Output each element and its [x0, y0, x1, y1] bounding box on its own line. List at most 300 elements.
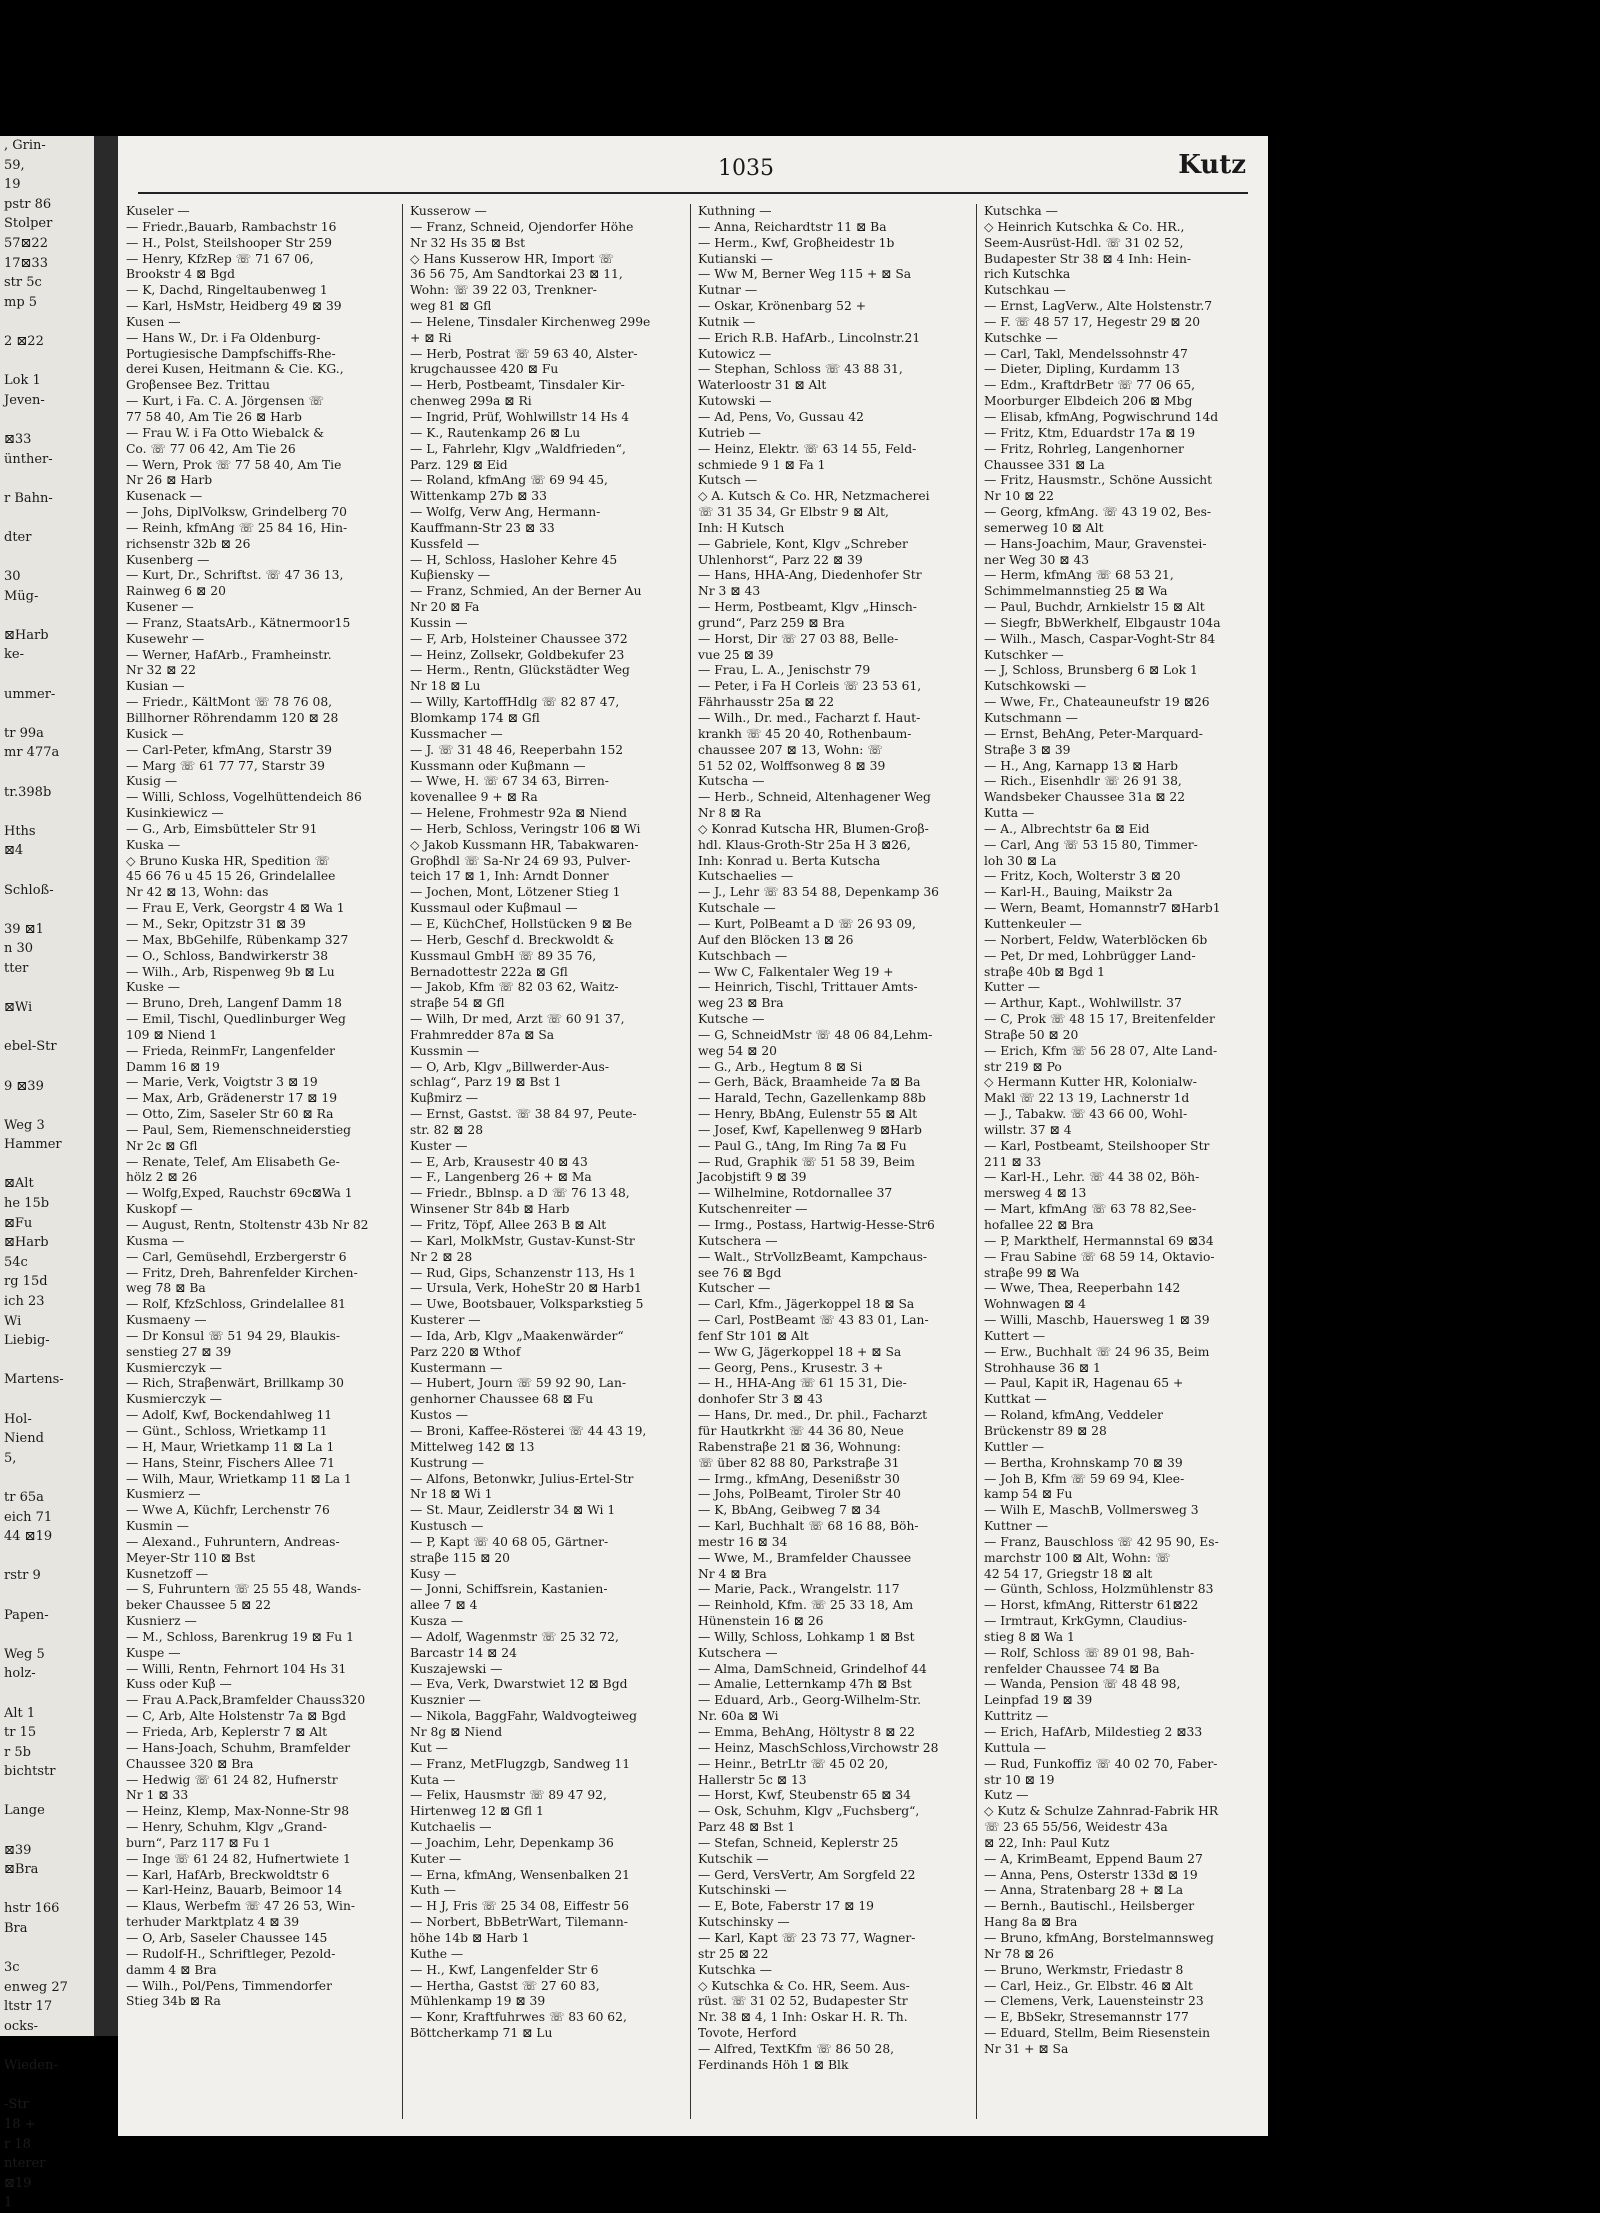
- previous-page-fragment: ⊠Fu: [4, 1215, 33, 1231]
- directory-line: — Konr, Kraftfuhrwes ☏ 83 60 62,: [410, 2010, 627, 2025]
- directory-line: Wohnwagen ⊠ 4: [984, 1297, 1086, 1312]
- directory-line: Nr 26 ⊠ Harb: [126, 473, 213, 488]
- directory-line: — Heinrich, Tischl, Trittauer Amts-: [698, 980, 918, 995]
- directory-line: schmiede 9 1 ⊠ Fa 1: [698, 457, 826, 472]
- directory-line: — Alfons, Betonwkr, Julius-Ertel-Str: [410, 1471, 634, 1486]
- previous-page-fragment: 30: [4, 569, 21, 585]
- directory-line: — Irmg., kfmAng, Desenißstr 30: [698, 1471, 900, 1486]
- directory-line: — Alfred, TextKfm ☏ 86 50 28,: [698, 2041, 895, 2056]
- directory-line: Kutschenreiter —: [698, 1202, 808, 1217]
- directory-line: Auf den Blöcken 13 ⊠ 26: [698, 932, 854, 947]
- directory-line: — J, Schloss, Brunsberg 6 ⊠ Lok 1: [984, 663, 1198, 678]
- directory-line: — Klaus, Werbefm ☏ 47 26 53, Win-: [126, 1899, 356, 1914]
- directory-line: Stieg 34b ⊠ Ra: [126, 1994, 221, 2009]
- directory-line: Frahmredder 87a ⊠ Sa: [410, 1027, 555, 1042]
- directory-line: ◇ Kutschka & Co. HR, Seem. Aus-: [698, 1978, 910, 1993]
- directory-line: Kutschbach —: [698, 948, 788, 963]
- directory-line: — Erich R.B. HafArb., Lincolnstr.21: [698, 330, 921, 345]
- previous-page-fragment: [0, 606, 94, 626]
- directory-line: — Wwe, M., Bramfelder Chaussee: [698, 1550, 912, 1565]
- directory-line: — Rud, Graphik ☏ 51 58 39, Beim: [698, 1154, 915, 1169]
- directory-line: Ferdinands Höh 1 ⊠ Blk: [698, 2057, 849, 2072]
- directory-line: — Johs, DiplVolksw, Grindelberg 70: [126, 505, 348, 520]
- directory-line: — Osk, Schuhm, Klgv „Fuchsberg“,: [698, 1804, 920, 1819]
- previous-page-fragment: Lange: [4, 1803, 45, 1819]
- directory-line: — Carl, Heiz., Gr. Elbstr. 46 ⊠ Alt: [984, 1978, 1193, 1993]
- directory-line: — Willi, Maschb, Hauersweg 1 ⊠ 39: [984, 1313, 1210, 1328]
- directory-line: Nr 2c ⊠ Gfl: [126, 1138, 198, 1153]
- directory-line: — Bruno, Werkmstr, Friedastr 8: [984, 1962, 1184, 1977]
- directory-line: — Günt., Schloss, Wrietkamp 11: [126, 1423, 328, 1438]
- previous-page-fragment: [0, 410, 94, 430]
- directory-line: — Herb., Schneid, Altenhagener Weg: [698, 790, 931, 805]
- directory-line: — Hans-Joach, Schuhm, Bramfelder: [126, 1740, 351, 1755]
- directory-line: beker Chaussee 5 ⊠ 22: [126, 1598, 271, 1613]
- directory-line: — Inge ☏ 61 24 82, Hufnertwiete 1: [126, 1851, 351, 1866]
- directory-line: — Franz, Schmied, An der Berner Au: [410, 584, 642, 599]
- directory-line: Nr 3 ⊠ 43: [698, 584, 761, 599]
- directory-line: — Henry, KfzRep ☏ 71 67 06,: [126, 251, 314, 266]
- directory-line: — Paul G., tAng, Im Ring 7a ⊠ Fu: [698, 1138, 907, 1153]
- directory-line: Kutschale —: [698, 901, 776, 916]
- column-2: [410, 204, 682, 2124]
- directory-line: — Frau W. i Fa Otto Wiebalck &: [126, 425, 325, 440]
- directory-line: — E, Bote, Faberstr 17 ⊠ 19: [698, 1899, 874, 1914]
- directory-line: Nr. 38 ⊠ 4, 1 Inh: Oskar H. R. Th.: [698, 2010, 908, 2025]
- directory-line: senstieg 27 ⊠ 39: [126, 1344, 232, 1359]
- previous-page-fragment: [0, 861, 94, 881]
- directory-line: — Wilh., Arb, Rispenweg 9b ⊠ Lu: [126, 964, 335, 979]
- directory-line: — Eva, Verk, Dwarstwiet 12 ⊠ Bgd: [410, 1677, 628, 1692]
- directory-line: — Ww G, Jägerkoppel 18 + ⊠ Sa: [698, 1344, 902, 1359]
- directory-line: Kuthning —: [698, 204, 772, 218]
- directory-line: — P, Kapt ☏ 40 68 05, Gärtner-: [410, 1534, 609, 1549]
- directory-line: — Wwe, Thea, Reeperbahn 142: [984, 1281, 1181, 1296]
- directory-line: Billhorner Röhrendamm 120 ⊠ 28: [126, 711, 339, 725]
- previous-page-fragment: n 30: [4, 941, 34, 957]
- directory-line: — Hans-Joachim, Maur, Gravenstei-: [984, 536, 1207, 551]
- directory-line: — K, BbAng, Geibweg 7 ⊠ 34: [698, 1503, 881, 1518]
- directory-line: str 25 ⊠ 22: [698, 1946, 769, 1961]
- directory-line: Nr 42 ⊠ 13, Wohn: das: [126, 885, 269, 900]
- previous-page-fragment: ocks-: [4, 2019, 39, 2034]
- directory-line: Straβe 3 ⊠ 39: [984, 742, 1071, 757]
- directory-line: — Erich, Kfm ☏ 56 28 07, Alte Land-: [984, 1043, 1218, 1058]
- directory-line: Winsener Str 84b ⊠ Harb: [410, 1202, 570, 1217]
- directory-line: — Alma, DamSchneid, Grindelhof 44: [698, 1661, 927, 1676]
- directory-line: Kutowski —: [698, 394, 772, 409]
- directory-line: 45 66 76 u 45 15 26, Grindelallee: [126, 869, 336, 884]
- previous-page-fragment: [0, 1351, 94, 1371]
- directory-line: — Frieda, ReinmFr, Langenfelder: [126, 1043, 336, 1058]
- directory-line: — C, Prok ☏ 48 15 17, Breitenfelder: [984, 1012, 1215, 1027]
- directory-line: Kustermann —: [410, 1360, 503, 1375]
- previous-page-fragment: ltstr 17: [4, 1999, 53, 2015]
- previous-page-fragment: Hammer: [4, 1137, 62, 1153]
- directory-line: — Karl-H., Bauing, Maikstr 2a: [984, 885, 1173, 900]
- directory-line: Wohn: ☏ 39 22 03, Trenkner-: [410, 283, 597, 298]
- previous-page-fragment: tter: [4, 960, 29, 976]
- directory-line: — Elisab, kfmAng, Pogwischrund 14d: [984, 409, 1219, 424]
- directory-line: — Horst, kfmAng, Ritterstr 61⊠22: [984, 1598, 1199, 1613]
- directory-line: — Herm, kfmAng ☏ 68 53 21,: [984, 568, 1174, 583]
- directory-line: — Norbert, BbBetrWart, Tilemann-: [410, 1915, 628, 1930]
- previous-page-fragment: holz-: [4, 1666, 36, 1682]
- directory-line: Kutz —: [984, 1788, 1029, 1803]
- previous-page-fragment: 17⊠33: [4, 255, 48, 271]
- directory-line: — Heinz, Elektr. ☏ 63 14 55, Feld-: [698, 441, 917, 456]
- directory-line: Makl ☏ 22 13 19, Lachnerstr 1d: [984, 1091, 1190, 1106]
- directory-line: Kusen —: [126, 314, 181, 329]
- directory-line: — Carl, Kfm., Jägerkoppel 18 ⊠ Sa: [698, 1297, 915, 1312]
- directory-line: + ⊠ Ri: [410, 330, 452, 345]
- previous-page-fragment: [0, 1155, 94, 1175]
- directory-line: Kuss oder Kuβ —: [126, 1677, 232, 1692]
- directory-line: Damm 16 ⊠ 19: [126, 1059, 220, 1074]
- directory-line: — Kurt, Dr., Schriftst. ☏ 47 36 13,: [126, 568, 344, 583]
- directory-line: — F., Langenberg 26 + ⊠ Ma: [410, 1170, 592, 1185]
- previous-page-fragment: [0, 469, 94, 489]
- directory-line: — Jochen, Mont, Lötzener Stieg 1: [410, 885, 621, 900]
- directory-line: — Roland, kfmAng, Veddeler: [984, 1408, 1164, 1423]
- directory-line: Nr 8 ⊠ Ra: [698, 806, 762, 821]
- directory-line: Mühlenkamp 19 ⊠ 39: [410, 1994, 546, 2009]
- directory-line: rüst. ☏ 31 02 52, Budapester Str: [698, 1994, 908, 2009]
- directory-line: Kusmierz —: [126, 1487, 201, 1502]
- directory-line: krugchaussee 420 ⊠ Fu: [410, 362, 559, 377]
- directory-line: — Fritz, Ktm, Eduardstr 17a ⊠ 19: [984, 425, 1196, 440]
- directory-line: Kusenack —: [126, 489, 203, 504]
- page-number: 1035: [718, 156, 774, 181]
- directory-line: Barcastr 14 ⊠ 24: [410, 1645, 517, 1660]
- directory-line: — Eduard, Arb., Georg-Wilhelm-Str.: [698, 1693, 922, 1708]
- directory-line: — Eduard, Stellm, Beim Riesenstein: [984, 2026, 1211, 2041]
- directory-line: — F, Arb, Holsteiner Chaussee 372: [410, 631, 628, 646]
- directory-line: — Ww M, Berner Weg 115 + ⊠ Sa: [698, 267, 912, 282]
- directory-line: — Paul, Buchdr, Arnkielstr 15 ⊠ Alt: [984, 600, 1205, 615]
- directory-line: — Fritz, Rohrleg, Langenhorner: [984, 441, 1184, 456]
- directory-line: — Rud, Gips, Schanzenstr 113, Hs 1: [410, 1265, 637, 1280]
- previous-page-fragment: Müg-: [4, 588, 39, 604]
- directory-line: kovenallee 9 + ⊠ Ra: [410, 790, 538, 805]
- directory-line: terhuder Marktplatz 4 ⊠ 39: [126, 1915, 300, 1930]
- directory-line: Kutscha —: [698, 774, 765, 789]
- previous-page-fragment: Bra: [4, 1921, 28, 1937]
- directory-line: ◇ Heinrich Kutschka & Co. HR.,: [984, 219, 1185, 234]
- previous-page-fragment: [0, 2037, 94, 2057]
- directory-line: — Friedr., Bblnsp. a D ☏ 76 13 48,: [410, 1186, 630, 1201]
- directory-line: — Peter, i Fa H Corleis ☏ 23 53 61,: [698, 679, 922, 694]
- previous-page-fragment: Martens-: [4, 1372, 64, 1388]
- directory-line: Nr 10 ⊠ 22: [984, 489, 1054, 504]
- directory-line: Nr 4 ⊠ Bra: [698, 1566, 767, 1581]
- directory-line: 42 54 17, Griegstr 18 ⊠ alt: [984, 1566, 1153, 1581]
- directory-line: Kutschker —: [984, 647, 1064, 662]
- directory-line: Hallerstr 5c ⊠ 13: [698, 1772, 807, 1787]
- directory-line: — Henry, BbAng, Eulenstr 55 ⊠ Alt: [698, 1107, 918, 1122]
- directory-line: — Heinz, Klemp, Max-Nonne-Str 98: [126, 1804, 350, 1819]
- directory-line: Kustrung —: [410, 1455, 484, 1470]
- directory-line: Kuspe —: [126, 1645, 181, 1660]
- directory-line: Kusma —: [126, 1233, 185, 1248]
- directory-line: — Wilh, Maur, Wrietkamp 11 ⊠ La 1: [126, 1471, 352, 1486]
- previous-page-fragment: [0, 312, 94, 332]
- directory-line: Kusza —: [410, 1614, 464, 1629]
- directory-line: — Carl, Gemüsehdl, Erzbergerstr 6: [126, 1249, 347, 1264]
- directory-line: Seem-Ausrüst-Hdl. ☏ 31 02 52,: [984, 235, 1184, 250]
- directory-line: Nr 78 ⊠ 26: [984, 1946, 1054, 1961]
- directory-line: str 10 ⊠ 19: [984, 1772, 1055, 1787]
- directory-line: Kutowicz —: [698, 346, 772, 361]
- directory-line: — Heinr., BetrLtr ☏ 45 02 20,: [698, 1756, 889, 1771]
- directory-line: — Herm, Postbeamt, Klgv „Hinsch-: [698, 600, 917, 615]
- directory-line: — Karl, Kapt ☏ 23 73 77, Wagner-: [698, 1930, 916, 1945]
- directory-line: — Wilhelmine, Rotdornallee 37: [698, 1186, 893, 1201]
- directory-line: Wittenkamp 27b ⊠ 33: [410, 489, 547, 504]
- directory-line: Kutschik —: [698, 1851, 769, 1866]
- directory-line: Nr 18 ⊠ Lu: [410, 679, 481, 694]
- directory-line: Budapester Str 38 ⊠ 4 Inh: Hein-: [984, 251, 1192, 266]
- directory-line: — Felix, Hausmstr ☏ 89 47 92,: [410, 1788, 607, 1803]
- directory-line: — Stefan, Schneid, Keplerstr 25: [698, 1835, 899, 1850]
- directory-line: weg 54 ⊠ 20: [698, 1043, 777, 1058]
- directory-line: Kutschkau —: [984, 283, 1066, 298]
- directory-line: — Wilh, Dr med, Arzt ☏ 60 91 37,: [410, 1012, 625, 1027]
- previous-page-fragment: Niend: [4, 1431, 44, 1447]
- column-1: [126, 204, 398, 2124]
- previous-page-fragment: 3c: [4, 1960, 20, 1976]
- previous-page-fragment: enweg 27: [4, 1979, 68, 1995]
- directory-line: — Gerd, VersVertr, Am Sorgfeld 22: [698, 1867, 916, 1882]
- directory-line: Jacobjstift 9 ⊠ 39: [698, 1170, 807, 1185]
- previous-page-fragment: ⊠Harb: [4, 627, 49, 643]
- previous-page-fragment: rg 15d: [4, 1274, 48, 1290]
- directory-line: ◇ Hans Kusserow HR, Import ☏: [410, 251, 614, 266]
- previous-page-fragment: ke-: [4, 647, 24, 663]
- directory-line: straβe 99 ⊠ Wa: [984, 1265, 1080, 1280]
- directory-line: — Karl, MolkMstr, Gustav-Kunst-Str: [410, 1233, 635, 1248]
- directory-line: — H., HHA-Ang ☏ 61 15 31, Die-: [698, 1376, 907, 1391]
- directory-line: — Rudolf-H., Schriftleger, Pezold-: [126, 1946, 336, 1961]
- directory-line: Kusmierczyk —: [126, 1360, 222, 1375]
- directory-line: Kuth —: [410, 1883, 456, 1898]
- directory-line: Kauffmann-Str 23 ⊠ 33: [410, 520, 555, 535]
- previous-page-fragment: r 5b: [4, 1744, 31, 1760]
- directory-line: Kuszajewski —: [410, 1661, 503, 1676]
- previous-page-fragment: bichtstr: [4, 1764, 56, 1780]
- directory-line: — Anna, Reichardtstr 11 ⊠ Ba: [698, 219, 887, 234]
- column-divider: [976, 204, 977, 2119]
- directory-line: — Alexand., Fuhruntern, Andreas-: [126, 1534, 340, 1549]
- directory-line: mersweg 4 ⊠ 13: [984, 1186, 1087, 1201]
- directory-line: — Anna, Pens, Osterstr 133d ⊠ 19: [984, 1867, 1198, 1882]
- directory-line: — Marg ☏ 61 77 77, Starstr 39: [126, 758, 325, 773]
- directory-line: — Herm., Kwf, Groβheidestr 1b: [698, 235, 895, 250]
- directory-line: Parz 48 ⊠ Bst 1: [698, 1820, 796, 1835]
- directory-line: Kuβmirz —: [410, 1091, 479, 1106]
- previous-page-fragment: ummer-: [4, 686, 56, 702]
- directory-line: — Wilh., Dr. med., Facharzt f. Haut-: [698, 711, 921, 725]
- previous-page-fragment: mr 477a: [4, 745, 60, 761]
- directory-line: — Adolf, Wagenmstr ☏ 25 32 72,: [410, 1629, 619, 1644]
- directory-line: — Hertha, Gastst ☏ 27 60 83,: [410, 1978, 600, 1993]
- directory-line: Kutschaelies —: [698, 869, 794, 884]
- directory-line: Kutschka —: [698, 1962, 772, 1977]
- directory-line: Kusznier —: [410, 1693, 481, 1708]
- directory-line: — O, Arb, Klgv „Billwerder-Aus-: [410, 1059, 610, 1074]
- previous-page-fragment: [0, 352, 94, 372]
- directory-line: burn“, Parz 117 ⊠ Fu 1: [126, 1835, 271, 1850]
- directory-line: — Anna, Stratenbarg 28 + ⊠ La: [984, 1883, 1184, 1898]
- previous-page-fragment: tr 65a: [4, 1489, 44, 1505]
- directory-line: ◇ Bruno Kuska HR, Spedition ☏: [126, 853, 330, 868]
- directory-line: Kutianski —: [698, 251, 773, 266]
- directory-line: marchstr 100 ⊠ Alt, Wohn: ☏: [984, 1550, 1171, 1565]
- previous-page-fragment: he 15b: [4, 1196, 50, 1212]
- previous-page-fragment: nterer: [4, 2156, 46, 2172]
- directory-line: Kusick —: [126, 726, 184, 741]
- directory-line: — Norbert, Feldw, Waterblöcken 6b: [984, 932, 1208, 947]
- directory-line: Bernadottestr 222a ⊠ Gfl: [410, 964, 568, 979]
- directory-line: Kusewehr —: [126, 631, 205, 646]
- previous-page-fragment: Liebig-: [4, 1333, 50, 1349]
- directory-line: — Rolf, KfzSchloss, Grindelallee 81: [126, 1297, 346, 1312]
- directory-line: Co. ☏ 77 06 42, Am Tie 26: [126, 441, 296, 456]
- previous-page-fragment: [0, 1096, 94, 1116]
- previous-page-fragment: Stolper: [4, 216, 53, 232]
- directory-line: — Gerh, Bäck, Braamheide 7a ⊠ Ba: [698, 1075, 921, 1090]
- previous-page-fragment: 5,: [4, 1450, 17, 1466]
- previous-page-fragment: 2 ⊠22: [4, 333, 44, 349]
- directory-line: Groβensee Bez. Trittau: [126, 378, 270, 393]
- directory-line: Kutschkowski —: [984, 679, 1087, 694]
- directory-line: Kusmaeny —: [126, 1313, 207, 1328]
- directory-line: ◇ Hermann Kutter HR, Kolonialw-: [984, 1075, 1197, 1090]
- directory-line: Nr 8g ⊠ Niend: [410, 1725, 503, 1739]
- directory-line: — J. ☏ 31 48 46, Reeperbahn 152: [410, 742, 624, 757]
- directory-line: — Gabriele, Kont, Klgv „Schreber: [698, 536, 908, 551]
- directory-line: — Franz, Bauschloss ☏ 42 95 90, Es-: [984, 1534, 1219, 1549]
- previous-page-fragment: ⊠Harb: [4, 1235, 49, 1251]
- previous-page-fragment: [0, 1625, 94, 1645]
- directory-line: Blomkamp 174 ⊠ Gfl: [410, 711, 540, 725]
- directory-line: schlag“, Parz 19 ⊠ Bst 1: [410, 1075, 562, 1090]
- directory-line: krankh ☏ 45 20 40, Rothenbaum-: [698, 726, 912, 741]
- directory-line: — Franz, Schneid, Ojendorfer Höhe: [410, 219, 634, 234]
- directory-line: — O., Schloss, Bandwirkerstr 38: [126, 948, 329, 963]
- directory-line: straβe 54 ⊠ Gfl: [410, 996, 505, 1011]
- directory-line: Kuskopf —: [126, 1202, 193, 1217]
- directory-line: — Ernst, BehAng, Peter-Marquard-: [984, 726, 1203, 741]
- previous-page-fragment: [0, 763, 94, 783]
- directory-line: Meyer-Str 110 ⊠ Bst: [126, 1550, 256, 1565]
- directory-line: Nr. 60a ⊠ Wi: [698, 1709, 779, 1724]
- previous-page-fragment: [0, 1782, 94, 1802]
- previous-page-fragment: -Str: [4, 2097, 29, 2113]
- directory-line: derei Kusen, Heitmann & Cie. KG.,: [126, 362, 344, 377]
- previous-page-fragment: 54c: [4, 1254, 28, 1270]
- directory-line: Nr 20 ⊠ Fa: [410, 600, 480, 615]
- directory-line: Kutschmann —: [984, 711, 1078, 725]
- directory-line: — Mart, kfmAng ☏ 63 78 82,See-: [984, 1202, 1197, 1217]
- directory-line: — Helene, Frohmestr 92a ⊠ Niend: [410, 806, 628, 821]
- previous-page-fragment: tr 15: [4, 1725, 37, 1741]
- directory-line: — Dieter, Dipling, Kurdamm 13: [984, 362, 1180, 377]
- directory-line: — Friedr., KältMont ☏ 78 76 08,: [126, 695, 333, 710]
- directory-line: — A., Albrechtstr 6a ⊠ Eid: [984, 821, 1150, 836]
- previous-page-fragment: [0, 900, 94, 920]
- previous-page-fragment: tr 99a: [4, 725, 44, 741]
- directory-line: Straβe 50 ⊠ 20: [984, 1027, 1079, 1042]
- directory-line: — Joh B, Kfm ☏ 59 69 94, Klee-: [984, 1471, 1185, 1486]
- directory-line: — Carl, Takl, Mendelssohnstr 47: [984, 346, 1188, 361]
- directory-line: — Herb, Postrat ☏ 59 63 40, Alster-: [410, 346, 638, 361]
- directory-line: — K., Rautenkamp 26 ⊠ Lu: [410, 425, 581, 440]
- directory-line: kamp 54 ⊠ Fu: [984, 1487, 1073, 1502]
- directory-line: — Harald, Techn, Gazellenkamp 88b: [698, 1091, 926, 1106]
- directory-line: — Fritz, Töpf, Allee 263 B ⊠ Alt: [410, 1218, 607, 1232]
- previous-page-fragment: Lok 1: [4, 373, 41, 389]
- directory-line: — E, Arb, Krausestr 40 ⊠ 43: [410, 1154, 588, 1169]
- directory-line: Kussfeld —: [410, 536, 480, 551]
- previous-page-fragment: [0, 1586, 94, 1606]
- directory-line: — E, KüchChef, Hollstücken 9 ⊠ Be: [410, 916, 633, 931]
- previous-page-fragment: 9 ⊠39: [4, 1078, 44, 1094]
- directory-line: stieg 8 ⊠ Wa 1: [984, 1629, 1075, 1644]
- column-4: [984, 204, 1256, 2124]
- directory-line: Kusmierczyk —: [126, 1392, 222, 1407]
- directory-line: — Carl-Peter, kfmAng, Starstr 39: [126, 742, 332, 757]
- directory-line: Nr 2 ⊠ 28: [410, 1249, 473, 1264]
- previous-page-fragment: Wi: [4, 1313, 22, 1329]
- directory-line: Kutschera —: [698, 1645, 778, 1660]
- directory-line: — H., Kwf, Langenfelder Str 6: [410, 1962, 599, 1977]
- directory-line: Nr 32 Hs 35 ⊠ Bst: [410, 235, 526, 250]
- previous-page-fragment: [0, 1057, 94, 1077]
- directory-line: — G, SchneidMstr ☏ 48 06 84,Lehm-: [698, 1027, 933, 1042]
- directory-line: Kusnetzoff —: [126, 1566, 209, 1581]
- directory-line: Leinpfad 19 ⊠ 39: [984, 1693, 1093, 1708]
- directory-line: — Rolf, Schloss ☏ 89 01 98, Bah-: [984, 1645, 1195, 1660]
- directory-line: Kusener —: [126, 600, 194, 615]
- directory-line: — Walt., StrVollzBeamt, Kampchaus-: [698, 1249, 928, 1264]
- directory-line: — E, BbSekr, Stresemannstr 177: [984, 2010, 1189, 2025]
- directory-line: Kutta —: [984, 806, 1035, 821]
- directory-line: — Wern, Prok ☏ 77 58 40, Am Tie: [126, 457, 342, 472]
- directory-line: — H J, Fris ☏ 25 34 08, Eiffestr 56: [410, 1899, 629, 1914]
- directory-line: Kuttritz —: [984, 1709, 1049, 1724]
- directory-line: — Werner, HafArb., Framheinstr.: [126, 647, 332, 662]
- directory-line: Kuttert —: [984, 1328, 1046, 1343]
- directory-line: Kuseler —: [126, 204, 190, 218]
- directory-line: — H., Ang, Karnapp 13 ⊠ Harb: [984, 758, 1179, 773]
- directory-line: — Ww C, Falkentaler Weg 19 +: [698, 964, 894, 979]
- directory-line: — Irmg., Postass, Hartwig-Hesse-Str6: [698, 1218, 935, 1232]
- directory-line: — Joachim, Lehr, Depenkamp 36: [410, 1835, 614, 1850]
- directory-line: — Jakob, Kfm ☏ 82 03 62, Waitz-: [410, 980, 619, 995]
- previous-page-fragment: [0, 1547, 94, 1567]
- directory-line: — Hans, HHA-Ang, Diedenhofer Str: [698, 568, 922, 583]
- previous-page-fragment: ebel-Str: [4, 1039, 57, 1055]
- directory-line: Kutschka —: [984, 204, 1058, 218]
- directory-line: — Herb, Postbeamt, Tinsdaler Kir-: [410, 378, 625, 393]
- directory-line: — Ad, Pens, Vo, Gussau 42: [698, 409, 864, 424]
- directory-line: — Arthur, Kapt., Wohlwillstr. 37: [984, 996, 1182, 1011]
- directory-line: — Roland, kfmAng ☏ 69 94 45,: [410, 473, 608, 488]
- previous-page-fragment: [0, 508, 94, 528]
- directory-line: ◇ A. Kutsch & Co. HR, Netzmacherei: [698, 489, 930, 504]
- directory-line: Tovote, Herford: [698, 2026, 797, 2041]
